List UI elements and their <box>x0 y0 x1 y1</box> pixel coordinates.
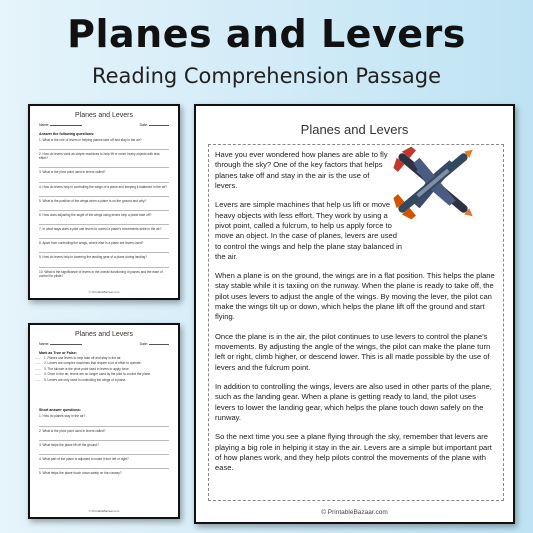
worksheet-footer: © PrintableBazaar.com <box>88 509 120 513</box>
questions-heading: Answer the following questions: <box>39 132 95 136</box>
short-answer-item: 5. What helps the plane touch down safely on the runway? <box>39 471 122 476</box>
true-false-item: ____ 5. Levers are only used in controlling the wings of a plane. <box>30 378 178 382</box>
true-false-heading: Mark as True or False: <box>39 351 77 355</box>
worksheet-footer: © PrintableBazaar.com <box>88 290 120 294</box>
paragraph: Levers are simple machines that help us lift or move heavy objects with less effort. They work by using a pivot point, called a fulcrum, to help us apply force to move an object. In the case of planes, levers are used to control the wings and help the plane stay balanced in the air. <box>215 200 403 261</box>
passage-page <box>194 104 515 524</box>
question-item: 8. Apart from controlling the wings, where else in a plane are levers used? <box>30 241 178 253</box>
passage-body <box>208 144 504 501</box>
short-answer-heading: Short answer questions: <box>39 408 81 413</box>
name-date-row <box>30 342 178 346</box>
short-answer-item: 1. How do planes stay in the air? <box>30 414 178 426</box>
worksheet-title: Planes and Levers <box>75 331 133 338</box>
question-item: 5. What is the position of the wings when a plane is on the ground and why? <box>30 199 178 211</box>
name-date-row <box>30 123 178 127</box>
true-false-item: ____ 4. Once in the air, levers are no longer used by the pilot to control the plane. <box>30 372 178 376</box>
hero-title: Planes and Levers <box>67 12 466 56</box>
paragraph: When a plane is on the ground, the wings are in a flat position. This helps the plane stay stable while it is taxiing on the runway. When the plane is ready to take off, the pilot uses levers to adjust the angle of the wings. By moving the lever, the pilot can make the wings tilt up or down, which helps the plane lift off the ground and start flying. <box>215 271 495 322</box>
question-item: 9. How do levers help in lowering the landing gear of a plane during landing? <box>30 255 178 267</box>
short-answer-item: 2. What is the pivot point used in levers called? <box>30 429 178 441</box>
question-item: 3. What is the pivot point used in levers called? <box>30 170 178 182</box>
passage-title: Planes and Levers <box>300 122 409 137</box>
question-item: 7. In what ways does a pilot use levers to control a plane's movements while in the air? <box>30 227 178 239</box>
passage-footer: © PrintableBazaar.com <box>321 509 388 516</box>
paragraph: Have you ever wondered how planes are able to fly through the sky? One of the key factors that helps planes take off and stay in the air is the use of levers. <box>215 150 388 190</box>
question-item: 1. What is the role of levers in helping planes take off and stay in the air? <box>30 138 178 150</box>
paragraph: Once the plane is in the air, the pilot continues to use levers to control the plane's movements. By adjusting the angle of the wings, the pilot can make the plane turn left or right, climb higher, or descend lower. This is all made possible by the use of levers and the fulcrum point. <box>215 331 491 372</box>
hero-subtitle: Reading Comprehension Passage <box>91 64 442 88</box>
question-item: 4. How do levers help in controlling the wings of a plane and keeping it balanced in the air? <box>30 185 178 197</box>
true-false-item: ____ 2. Levers are complex machines that require a lot of effort to operate. <box>30 361 178 365</box>
true-false-item: ____ 3. The fulcrum is the pivot point used in levers to apply force. <box>30 367 178 371</box>
date-label: Date: <box>139 342 149 346</box>
name-label: Name: <box>39 123 50 127</box>
short-answer-item: 4. What part of the plane is adjusted to make it turn left or right? <box>30 457 178 469</box>
paragraph: So the next time you see a plane flying through the sky, remember that levers are playing a big role in helping it stay in the air. Levers are a simple but important part of how planes work, and they help pilots control the movements of the plane with ease. <box>215 432 492 473</box>
worksheet-title: Planes and Levers <box>75 112 133 119</box>
question-item: 10. What is the significance of levers in the overall functioning of planes and the ease of control for pilots? <box>39 269 163 278</box>
true-false-item: ____ 1. Planes use levers to help take off and stay in the air. <box>30 356 178 360</box>
worksheet-true-false-thumbnail <box>28 323 180 519</box>
paragraph: In addition to controlling the wings, levers are also used in other parts of the plane, such as the landing gear. When a plane is getting ready to land, the pilot uses levers to lower the landing gear, which helps the plane touch down safely on the runway. <box>215 381 492 422</box>
question-item: 6. How does adjusting the angle of the wings using levers help a plane take off? <box>30 213 178 225</box>
date-label: Date: <box>139 123 149 127</box>
name-label: Name: <box>39 342 50 346</box>
worksheet-questions-thumbnail <box>28 104 180 300</box>
short-answer-item: 3. What helps the plane lift off the ground? <box>30 443 178 455</box>
question-item: 2. How do levers work as simple machines to help lift or move heavy objects with less effort? <box>30 152 178 168</box>
